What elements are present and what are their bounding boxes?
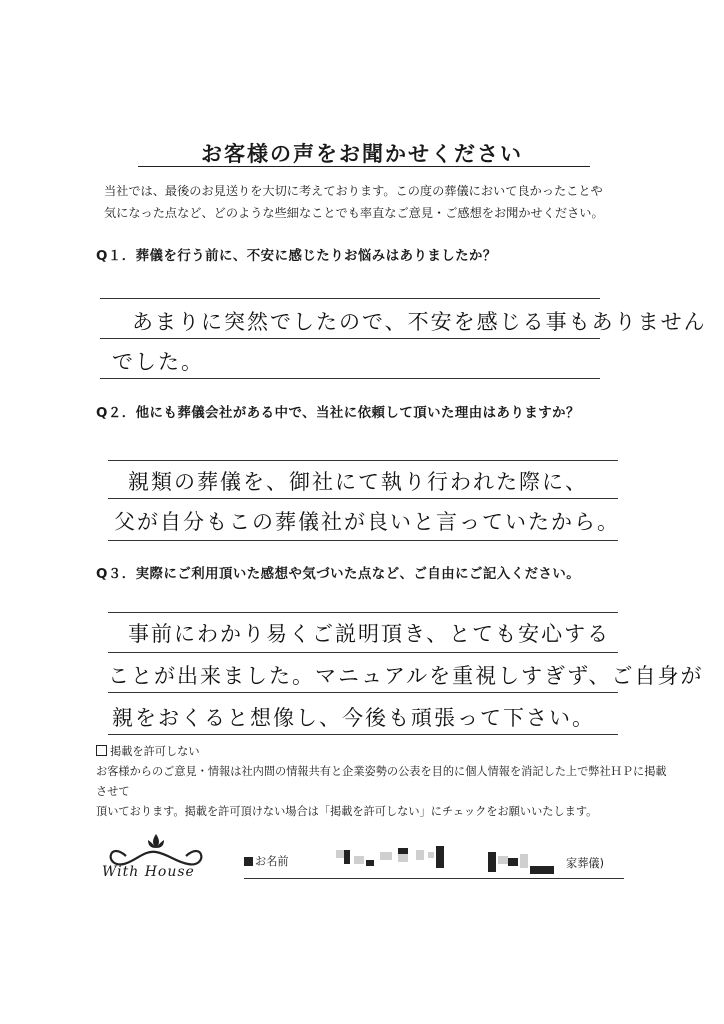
consent-section [96, 742, 676, 822]
redacted-name [336, 846, 486, 874]
name-underline [244, 878, 624, 879]
name-label: お名前 [255, 855, 289, 868]
consent-note-line-1: お客様からのご意見・情報は社内間の情報共有と企業姿勢の公表を目的に個人情報を消記した上で弊社ＨＰに掲載させて [96, 765, 667, 798]
question-1-label: Q１．葬儀を行う前に、不安に感じたりお悩みはありましたか？ [96, 249, 497, 264]
intro-text [104, 180, 664, 224]
consent-checkbox[interactable] [96, 745, 107, 756]
answer-rule [108, 692, 618, 693]
page-title: お客様の声をお聞かせください [201, 142, 523, 166]
answer-rule [100, 378, 600, 379]
answer-2-line-1: 親類の葬儀を、御社にて執り行われた際に、 [128, 470, 588, 494]
answer-rule [108, 540, 618, 541]
logo-text: With House [102, 864, 195, 880]
answer-rule [108, 734, 618, 735]
with-house-logo [96, 828, 216, 884]
consent-checkbox-label: 掲載を許可しない [110, 745, 200, 758]
name-suffix: 家葬儀) [566, 857, 604, 870]
answer-rule [100, 338, 600, 339]
name-label-row [244, 852, 289, 872]
question-2-label: Q２．他にも葬儀会社がある中で、当社に依頼して頂いた理由はありますか？ [96, 406, 580, 421]
answer-rule [108, 498, 618, 499]
answer-rule [108, 460, 618, 461]
answer-rule [108, 612, 618, 613]
answer-rule [108, 652, 618, 653]
answer-3-line-2: ことが出来ました。マニュアルを重視しすぎず、ご自身が [108, 664, 704, 688]
answer-1-line-1: あまりに突然でしたので、不安を感じる事もありません [132, 310, 707, 334]
redacted-surname [486, 846, 558, 878]
question-3-label: Q３．実際にご利用頂いた感想や気づいた点など、ご自由にご記入ください。 [96, 567, 581, 582]
answer-3-line-1: 事前にわかり易くご説明頂き、とても安心する [128, 622, 611, 646]
intro-line-2: 気になった点など、どのような些細なことでも率直なご意見・ご感想をお聞かせください。 [104, 206, 604, 220]
square-bullet-icon [244, 857, 253, 866]
consent-checkbox-row[interactable] [96, 742, 676, 762]
answer-2-line-2: 父が自分もこの葬儀社が良いと言っていたから。 [114, 510, 620, 534]
consent-note-line-2: 頂いております。掲載を許可頂けない場合は「掲載を許可しない」にチェックをお願いいたします。 [96, 805, 598, 818]
answer-3-line-3: 親をおくると想像し、今後も頑張って下さい。 [112, 706, 595, 730]
intro-line-1: 当社では、最後のお見送りを大切に考えております。この度の葬儀において良かったことや [104, 184, 603, 198]
title-underline [138, 166, 590, 167]
answer-rule [100, 298, 600, 299]
answer-1-line-2: でした。 [112, 350, 204, 374]
